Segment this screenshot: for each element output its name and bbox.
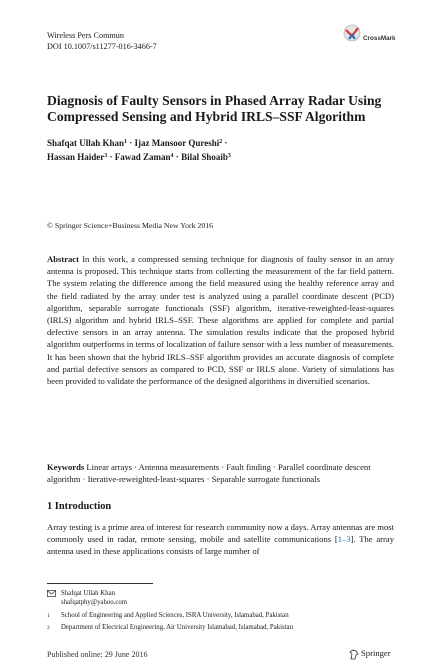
corresponding-author-name: Shafqat Ullah Khan bbox=[61, 590, 115, 597]
copyright-notice: © Springer Science+Business Media New York 2016 bbox=[47, 221, 214, 230]
author-name: Hassan Haider bbox=[47, 151, 105, 162]
footnote-divider bbox=[47, 583, 153, 584]
author-name: Bilal Shoaib bbox=[181, 151, 228, 162]
author-affiliation: 1 bbox=[124, 139, 128, 145]
author-name: Shafqat Ullah Khan bbox=[47, 138, 125, 148]
crossmark-label: CrossMark bbox=[363, 35, 396, 42]
journal-name: Wireless Pers Commun bbox=[47, 31, 124, 40]
springer-logo bbox=[349, 648, 401, 662]
abstract-label: Abstract bbox=[47, 254, 79, 264]
doi[interactable]: DOI 10.1007/s11277-016-3466-7 bbox=[47, 41, 157, 51]
citation-link[interactable]: 1–3 bbox=[337, 534, 351, 545]
abstract bbox=[47, 253, 394, 387]
springer-horse-icon bbox=[349, 649, 359, 660]
section-heading-introduction: 1 Introduction bbox=[47, 501, 112, 512]
keywords bbox=[47, 461, 394, 485]
springer-label: Springer bbox=[361, 648, 391, 658]
abstract-text: In this work, a compressed sensing technique for diagnosis of faulty sensor in an array antenna is proposed. This technique starts from collecting the measurement of the far field pattern. The system relating the difference among the field measured using the healthy reference array and the field radiated by the array under test is analyzed using a parallel coordinate descent (PCD) algorithm, separable surrogate functionals (SSF) algorithm, iterative-reweighted-least-squares (IRLS) algorithm and hybrid IRLS–SSF. These algorithms are applied for complete and partial defective sensors in an array antenna. The simulation results indicate that the proposed hybrid algorithm outperforms in terms of localization of failure sensor with a less number of measurements. It has been shown that the hybrid IRLS–SSF algorithm provides an accurate diagnosis of complete and partial defective sensors as compared to PCD, SSF or IRLS alone. Variety of simulations has been provided to validate the performance of the designed algorithms in diversified scenarios. bbox=[47, 254, 394, 387]
author-affiliation: 3 bbox=[227, 152, 231, 159]
keywords-label: Keywords bbox=[47, 462, 85, 472]
crossmark-badge[interactable] bbox=[343, 24, 395, 52]
author-list: Shafqat Ullah Khan$^1$ · Ijaz Mansoor Qureshi$^2$ · Hassan Haider$^3$ · Fawad Zaman$^4$ · Bilal Shoaib$^3$ bbox=[47, 138, 231, 162]
paper-page: Wireless Pers Commun DOI 10.1007/s11277-016-3466-7 CrossMark Diagnosis of Faulty Sensors in Phased Array Radar Using Compressed Sensing and Hybrid IRLS–SSF Algorithm Shafqat Ullah Khan$^1$ · Ijaz Mansoor Qureshi$^2$ · Hassan Haider$^3$ · Fawad Zaman$^4$ · Bilal Shoaib$^3$ © Springer Science+Business Media New York 2016 Abstract In this work, a compressed sensing technique for diagnosis of faulty sensor in an array antenna is proposed. This technique starts from collecting the measurement of the far field pattern. The system relating the difference among the field measured using the healthy reference array and the field radiated by the array under test is analyzed using a parallel coordinate descent (PCD) algorithm, separable surrogate functionals (SSF) algorithm, iterative-reweighted-least-squares (IRLS) algorithm and hybrid IRLS–SSF. These algorithms are applied for complete and partial defective sensors in an array antenna. The simulation results indicate that the proposed hybrid algorithm outperforms in terms of localization of failure sensor with a less number of measurements. It has been shown that the hybrid IRLS–SSF algorithm provides an accurate diagnosis of complete and partial defective sensors as compared to PCD, SSF or IRLS alone. Variety of simulations has been provided to validate the performance of the designed algorithms in diversified scenarios. Keywords Linear arrays · Antenna measurements · Fault finding · Parallel coordinate descent algorithm · Iterative-reweighted-least-squares · Separable surrogate functionals 1 Introduction Array testing is a prime area of interest for research community now a days. Array antennas are most commonly used in radar, remote sensing, mobile and satellite communications [1–3]. The array antenna used in these applications consists of large number of Shafqat Ullah Khan shafqatphy@yahoo.com 1 School of Engineering and Applied Sciences, ISRA University, Islamabad, Pakistan 2 Department of Electrical Engineering, Air University Islamabad, Islamabad, Pakistan Published online: 29 June 2016 Springer bbox=[0, 0, 439, 666]
author-name: Fawad Zaman bbox=[114, 151, 171, 162]
introduction-text: Array testing is a prime area of interest for research community now a days. Array antennas are most commonly used in radar, remote sensing, mobile and satellite communications [1–3]. The array antenna used in these applications consists of large number of bbox=[47, 522, 394, 557]
published-date: Published online: 29 June 2016 bbox=[47, 650, 148, 659]
keywords-text: Linear arrays · Antenna measurements · Fault finding · Parallel coordinate descent algorithm · Iterative-reweighted-least-squares · Separable surrogate functionals bbox=[47, 462, 371, 485]
crossmark-icon bbox=[343, 24, 361, 50]
author-name: Ijaz Mansoor Qureshi bbox=[134, 138, 220, 148]
corresponding-author-email[interactable]: shafqatphy@yahoo.com bbox=[61, 598, 128, 606]
author-affiliation: 2 bbox=[219, 139, 223, 145]
paper-title: Diagnosis of Faulty Sensors in Phased Array Radar Using Compressed Sensing and Hybrid IRLS–SSF Algorithm bbox=[47, 93, 382, 124]
author-affiliation: 4 bbox=[170, 152, 174, 159]
envelope-icon bbox=[47, 590, 56, 601]
author-affiliation: 3 bbox=[104, 152, 108, 159]
journal-header bbox=[47, 31, 157, 52]
